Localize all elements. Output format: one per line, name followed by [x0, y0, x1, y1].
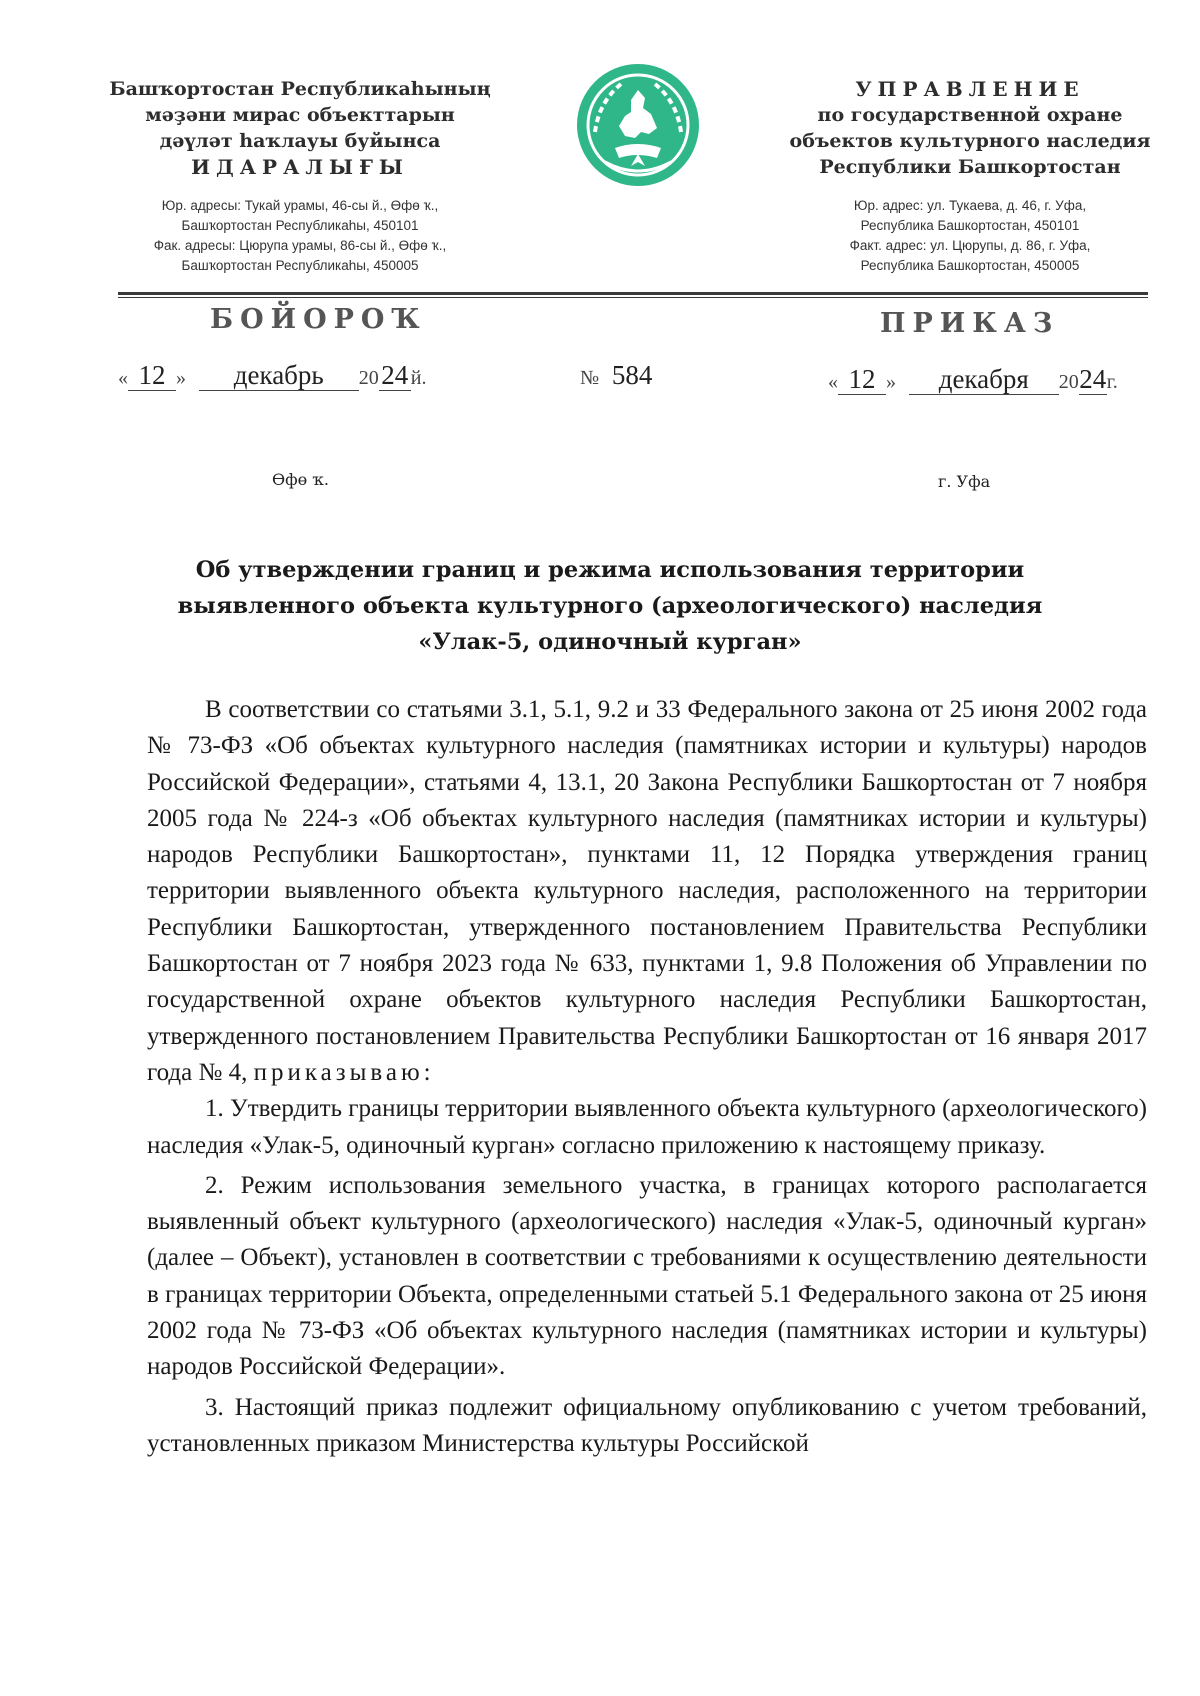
doc-title-russian: ПРИКАЗ	[880, 308, 1060, 339]
header-divider	[118, 292, 1148, 295]
date-left-year-suffix: 24	[379, 360, 411, 391]
header-right-line1: УПРАВЛЕНИЕ	[855, 77, 1085, 101]
date-left-open-quote: «	[118, 367, 128, 389]
date-right-close-quote: »	[886, 371, 896, 393]
order-number	[580, 360, 652, 391]
header-right-addr1: Юр. адрес: ул. Тукаева, д. 46, г. Уфа,	[853, 198, 1087, 213]
order-body	[147, 692, 1147, 1462]
date-left-day: 12	[128, 360, 176, 391]
header-left-line1: Башҡортостан Республикаһының	[109, 78, 491, 100]
order-number-sign: №	[580, 367, 600, 389]
header-left-addr2: Башҡортостан Республикаһы, 450101	[181, 218, 419, 233]
header-left-bashkir	[100, 76, 500, 276]
city-bashkir: Өфө ҡ.	[272, 470, 329, 489]
order-number-value: 584	[611, 360, 653, 390]
body-item-3: 3. Настоящий приказ подлежит официальному опубликованию с учетом требований, установленных приказом Министерства культуры Российской	[147, 1393, 1147, 1457]
header-left-line3: дәүләт һаҡлауы буйынса	[159, 130, 441, 152]
body-order-word: приказываю:	[253, 1058, 435, 1086]
header-right-line4: Республики Башкортостан	[819, 156, 1121, 178]
date-right-year-prefix: 20	[1058, 371, 1079, 393]
date-left-suffix: й.	[410, 367, 427, 389]
subject-line3: «Улак-5, одиночный курган»	[418, 629, 802, 655]
header-right-addr4: Республика Башкортостан, 450005	[860, 258, 1080, 273]
header-left-addr1: Юр. адресы: Тукай урамы, 46-сы й., Өфө ҡ.,	[161, 198, 439, 213]
header-right-addr2: Республика Башкортостан, 450101	[860, 218, 1080, 233]
header-right-line2: по государственной охране	[817, 104, 1123, 126]
date-left	[118, 360, 426, 391]
header-left-address	[100, 196, 500, 276]
header-right-addr3: Факт. адрес: ул. Цюрупы, д. 86, г. Уфа,	[849, 238, 1091, 253]
body-preamble	[147, 692, 1147, 1091]
date-right-open-quote: «	[828, 371, 838, 393]
subject-line1: Об утверждении границ и режима использования территории	[195, 557, 1025, 583]
date-right-suffix: г.	[1106, 371, 1118, 393]
header-left-line4: ИДАРАЛЫҒЫ	[191, 155, 409, 179]
header-right-address	[780, 196, 1160, 276]
coat-of-arms-icon	[575, 62, 701, 188]
header-right-russian	[780, 76, 1160, 276]
order-subject	[160, 552, 1060, 660]
date-left-month: декабрь	[199, 360, 359, 391]
date-right-day: 12	[838, 364, 886, 395]
body-item-2: 2. Режим использования земельного участка, в границах которого располагается выявленный объект культурного (археологического) наследия «Улак-5, одиночный курган» (далее – Объект), установлен в соответствии с требованиями к осуществлению деятельности в границах территории Объекта, определенными статьей 5.1 Федерального закона от 25 июня 2002 года № 73-ФЗ «Об объектах культурного наследия (памятниках истории и культуры) народов Российской Федерации».	[147, 1171, 1147, 1381]
date-right-year-suffix: 24	[1079, 364, 1107, 394]
header-left-addr4: Башҡортостан Республикаһы, 450005	[181, 258, 419, 273]
date-right-month: декабря	[909, 364, 1059, 395]
header-left-line2: мәҙәни мирас объекттарын	[145, 104, 455, 126]
body-item-1: 1. Утвердить границы территории выявленного объекта культурного (археологического) наследия «Улак-5, одиночный курган» согласно приложению к настоящему приказу.	[147, 1095, 1147, 1159]
body-preamble-text: В соответствии со статьями 3.1, 5.1, 9.2 и 33 Федерального закона от 25 июня 2002 года № 73-ФЗ «Об объектах культурного наследия (памятниках истории и культуры) народов Российской Федерации», статьями 4, 13.1, 20 Закона Республики Башкортостан от 7 ноября 2005 года № 224-з «Об объектах культурного наследия (памятниках истории и культуры) народов Республики Башкортостан», пунктами 11, 12 Порядка утверждения границ территории выявленного объекта культурного наследия, расположенного на территории Республики Башкортостан, утвержденного постановлением Правительства Республики Башкортостан от 7 ноября 2023 года № 633, пунктами 1, 9.8 Положения об Управлении по государственной охране объектов культурного наследия Республики Башкортостан, утвержденного постановлением Правительства Республики Башкортостан от 16 января 2017 года № 4,	[147, 696, 1147, 1086]
date-right	[828, 364, 1118, 395]
header-left-addr3: Фак. адресы: Цюрупа урамы, 86-сы й., Өфө ҡ.,	[153, 238, 447, 253]
city-russian: г. Уфа	[938, 472, 991, 491]
header-divider-thin	[118, 297, 1148, 298]
subject-line2: выявленного объекта культурного (археологического) наследия	[177, 593, 1043, 619]
date-left-close-quote: »	[176, 367, 186, 389]
header-right-line3: объектов культурного наследия	[789, 130, 1151, 152]
date-left-year-prefix: 20	[358, 367, 379, 389]
doc-title-bashkir: БОЙОРОҠ	[210, 304, 427, 335]
